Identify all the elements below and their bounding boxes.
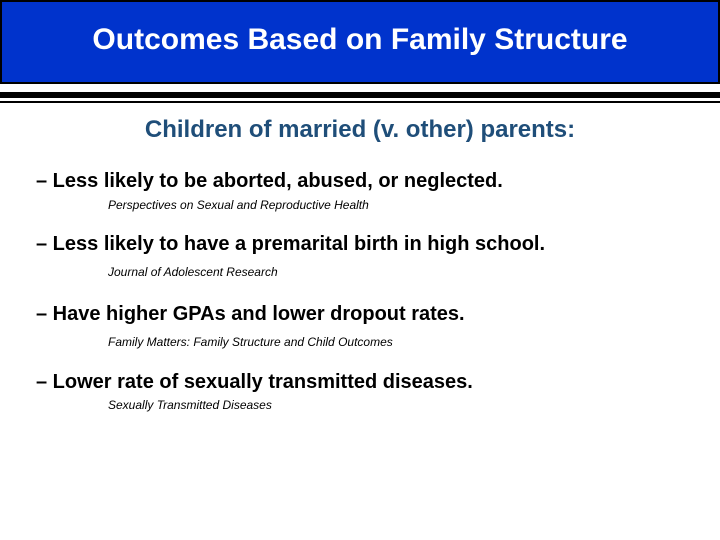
source-citation-2: Journal of Adolescent Research (108, 265, 278, 279)
bullet-point-2: – Less likely to have a premarital birth in high school. (36, 233, 546, 255)
source-citation-3: Family Matters: Family Structure and Child Outcomes (108, 335, 393, 349)
title-bar (0, 0, 720, 84)
divider-thin (0, 101, 720, 103)
bullet-point-3: – Have higher GPAs and lower dropout rates. (36, 303, 465, 325)
source-citation-1: Perspectives on Sexual and Reproductive Health (108, 198, 369, 212)
source-citation-4: Sexually Transmitted Diseases (108, 398, 272, 412)
slide-title: Outcomes Based on Family Structure (92, 23, 628, 56)
divider-thick (0, 92, 720, 98)
slide-subtitle: Children of married (v. other) parents: (144, 116, 576, 143)
bullet-point-4: – Lower rate of sexually transmitted diseases. (36, 371, 473, 393)
bullet-point-1: – Less likely to be aborted, abused, or neglected. (36, 170, 503, 192)
